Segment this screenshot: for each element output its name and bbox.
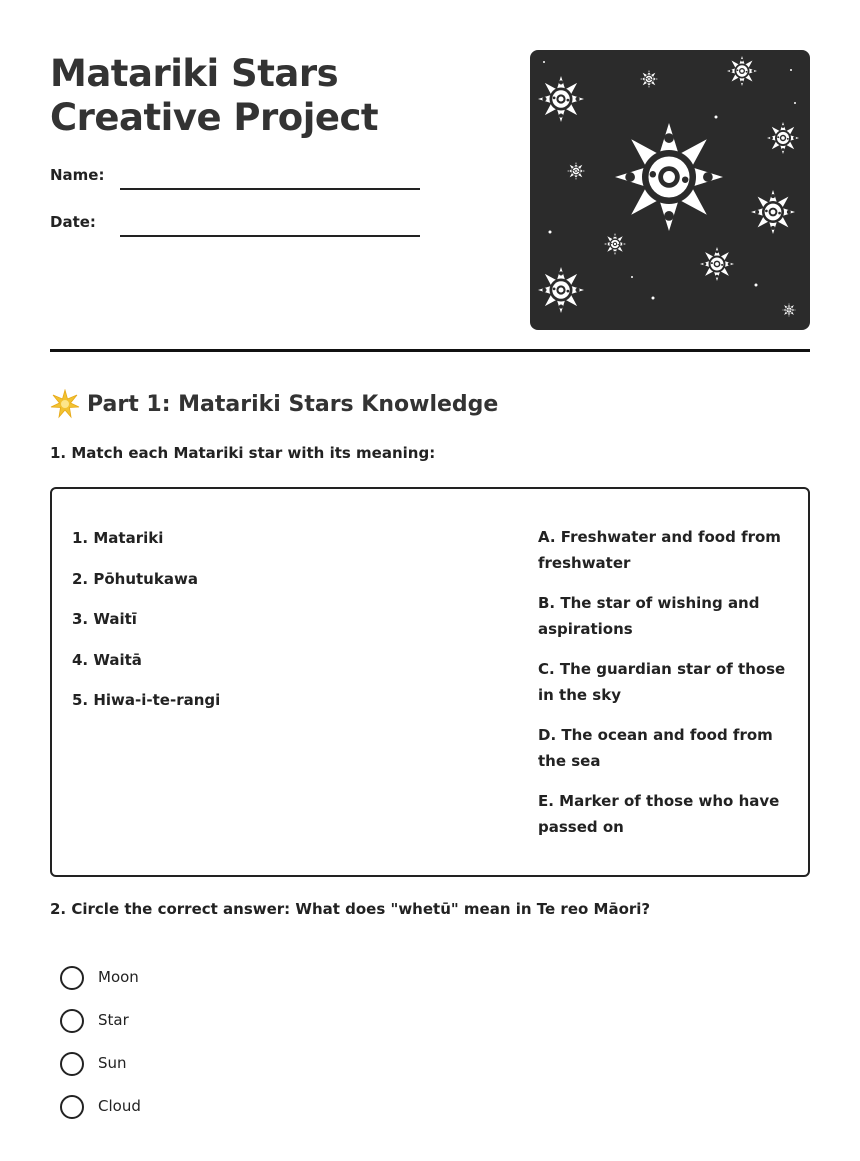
option-star[interactable] [60, 1009, 141, 1052]
header-divider [50, 349, 810, 352]
part1-title: Part 1: Matariki Stars Knowledge [87, 391, 499, 417]
large-central-star [615, 123, 723, 231]
meanings-list [538, 525, 788, 855]
option-moon[interactable] [60, 966, 141, 1009]
question-1-prompt: 1. Match each Matariki star with its meaning: [50, 444, 436, 462]
date-input-line[interactable] [120, 235, 420, 237]
question-2-prompt: 2. Circle the correct answer: What does "whetū" mean in Te reo Māori? [50, 900, 651, 918]
star-icon [50, 389, 80, 419]
star-item-waiti[interactable]: 3. Waitī [72, 610, 137, 628]
part1-heading [50, 388, 498, 420]
page-title: Matariki Stars Creative Project [50, 52, 379, 139]
matariki-stars-illustration [530, 50, 810, 330]
meaning-item-a[interactable]: A. Freshwater and food from freshwater [538, 528, 781, 572]
name-label: Name: [50, 166, 105, 184]
radio-circle[interactable] [60, 1095, 84, 1119]
meaning-item-b[interactable]: B. The star of wishing and aspirations [538, 594, 760, 638]
option-label: Cloud [98, 1097, 141, 1115]
star-item-waita[interactable]: 4. Waitā [72, 650, 142, 669]
option-label: Moon [98, 968, 139, 986]
worksheet-header [50, 50, 810, 330]
option-sun[interactable] [60, 1052, 141, 1095]
radio-circle[interactable] [60, 1052, 84, 1076]
name-input-line[interactable] [120, 188, 420, 190]
option-label: Sun [98, 1054, 127, 1072]
meaning-item-d[interactable]: D. The ocean and food from the sea [538, 726, 773, 770]
meaning-item-c[interactable]: C. The guardian star of those in the sky [538, 660, 786, 704]
star-item-matariki[interactable]: 1. Matariki [72, 529, 164, 547]
star-item-pohutukawa[interactable]: 2. Pōhutukawa [72, 569, 198, 588]
date-label: Date: [50, 213, 96, 231]
star-item-hiwa-i-te-rangi[interactable]: 5. Hiwa-i-te-rangi [72, 691, 221, 709]
matching-box [50, 487, 810, 877]
radio-circle[interactable] [60, 1009, 84, 1033]
radio-circle[interactable] [60, 966, 84, 990]
name-field[interactable] [50, 162, 420, 192]
star-names-list [72, 525, 372, 728]
answer-options [60, 966, 141, 1138]
date-field[interactable] [50, 209, 420, 239]
meaning-item-e[interactable]: E. Marker of those who have passed on [538, 792, 780, 836]
option-label: Star [98, 1011, 129, 1029]
option-cloud[interactable] [60, 1095, 141, 1138]
